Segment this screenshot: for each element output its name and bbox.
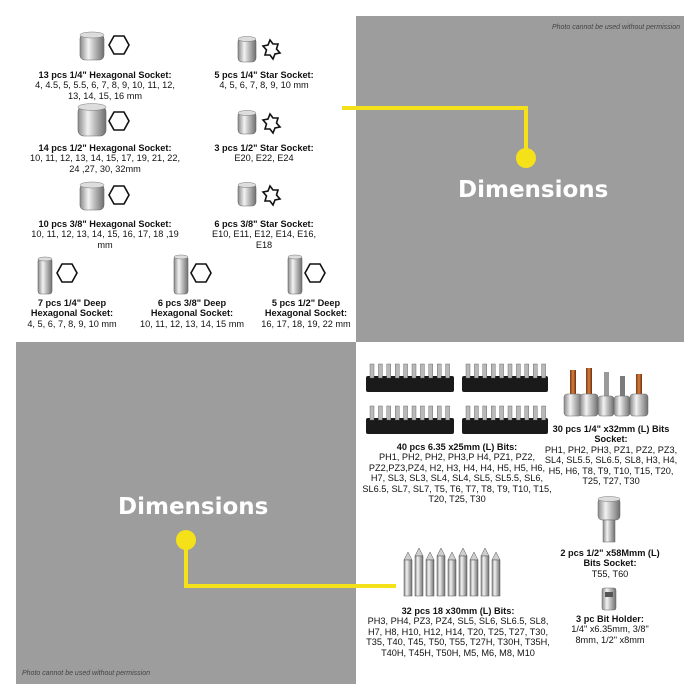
socket-title: 14 pcs 1/2" Hexagonal Socket: (38, 143, 172, 153)
sockets-panel (16, 16, 356, 342)
bits-caption-5 (570, 614, 650, 645)
socket-values: 10, 11, 12, 13, 14, 15 mm (139, 318, 245, 329)
socket-values: 4, 4.5, 5, 5.5, 6, 7, 8, 9, 10, 11, 12, 13, 14, 15, 16 mm (35, 80, 175, 101)
bits-values: 1/4" x6.35mm, 3/8" 8mm, 1/2" x8mm (571, 624, 649, 645)
socket-caption-1 (30, 70, 180, 101)
socket-values: 4, 5, 6, 7, 8, 9, 10 mm (219, 80, 309, 91)
socket-caption-7 (20, 298, 124, 329)
socket-title: 7 pcs 1/4" Deep Hexagonal Socket: (30, 298, 114, 319)
socket-caption-6 (205, 219, 323, 250)
socket-caption-4 (205, 143, 323, 164)
bits-caption-4 (362, 606, 554, 658)
socket-title: 10 pcs 3/8" Hexagonal Socket: (38, 219, 172, 229)
bits-title: 32 pcs 18 x30mm (L) Bits: (401, 606, 515, 616)
socket-values: E10, E11, E12, E14, E16, E18 (211, 229, 317, 250)
bits-values: PH1, PH2, PH2, PH3,P H4, PZ1, PZ2, PZ2,PZ3,PZ4, H2, H3, H4, H4, H5, H5, H6, H7, SL3, SL3, SL4, SL4, SL5, SL5.5, SL6, SL6.5, SL7, SL7, T5, T6, T7, T8, T9, T10, T15, T20, T25, T30 (362, 452, 552, 505)
bits-title: 40 pcs 6.35 x25mm (L) Bits: (396, 442, 518, 452)
bits-caption-1 (362, 442, 552, 504)
socket-caption-2 (205, 70, 323, 91)
socket-values: 10, 11, 12, 13, 14, 15, 17, 19, 21, 22, 24 ,27, 30, 32mm (30, 153, 181, 174)
socket-values: 10, 11, 12, 13, 14, 15, 16, 17, 18 ,19 mm (31, 229, 179, 250)
bits-caption-2 (540, 424, 682, 486)
socket-title: 3 pcs 1/2" Star Socket: (214, 143, 314, 153)
watermark-top: Photo cannot be used without permission (551, 24, 680, 31)
socket-title: 5 pcs 1/4" Star Socket: (214, 70, 314, 80)
bits-values: PH1, PH2, PH3, PZ1, PZ2, PZ3, SL4, SL5.5, SL6.5, SL8, H3, H4, H5, H6, T8, T9, T10, T15, T20, T25, T27, T30 (544, 444, 678, 487)
watermark-bottom: Photo cannot be used without permission (22, 670, 151, 677)
socket-values: 4, 5, 6, 7, 8, 9, 10 mm (27, 318, 117, 329)
socket-caption-9 (258, 298, 354, 329)
dimensions-label-top: Dimensions (458, 177, 609, 203)
socket-title: 6 pcs 3/8" Star Socket: (214, 219, 314, 229)
socket-caption-3 (30, 143, 180, 174)
dimensions-label-bottom: Dimensions (118, 494, 269, 520)
bits-title: 30 pcs 1/4" x32mm (L) Bits Socket: (552, 424, 670, 445)
bits-values: T55, T60 (591, 568, 629, 579)
socket-caption-8 (138, 298, 246, 329)
socket-title: 6 pcs 3/8" Deep Hexagonal Socket: (150, 298, 234, 319)
socket-caption-5 (24, 219, 186, 250)
bits-title: 2 pcs 1/2" x58Mmm (L) Bits Socket: (560, 548, 660, 569)
bits-caption-3 (560, 548, 660, 579)
bits-title: 3 pc Bit Holder: (576, 614, 644, 624)
bits-values: PH3, PH4, PZ3, PZ4, SL5, SL6, SL6.5, SL8, H7, H8, H10, H12, H14, T20, T25, T27, T30, T35, T40, T45, T50, T55, T27H, T30H, T35H, T40H, T45H, T50H, M5, M6, M8, M10 (366, 616, 550, 658)
socket-title: 5 pcs 1/2" Deep Hexagonal Socket: (264, 298, 348, 319)
socket-values: E20, E22, E24 (234, 153, 294, 164)
socket-values: 16, 17, 18, 19, 22 mm (261, 318, 351, 329)
socket-title: 13 pcs 1/4" Hexagonal Socket: (38, 70, 172, 80)
